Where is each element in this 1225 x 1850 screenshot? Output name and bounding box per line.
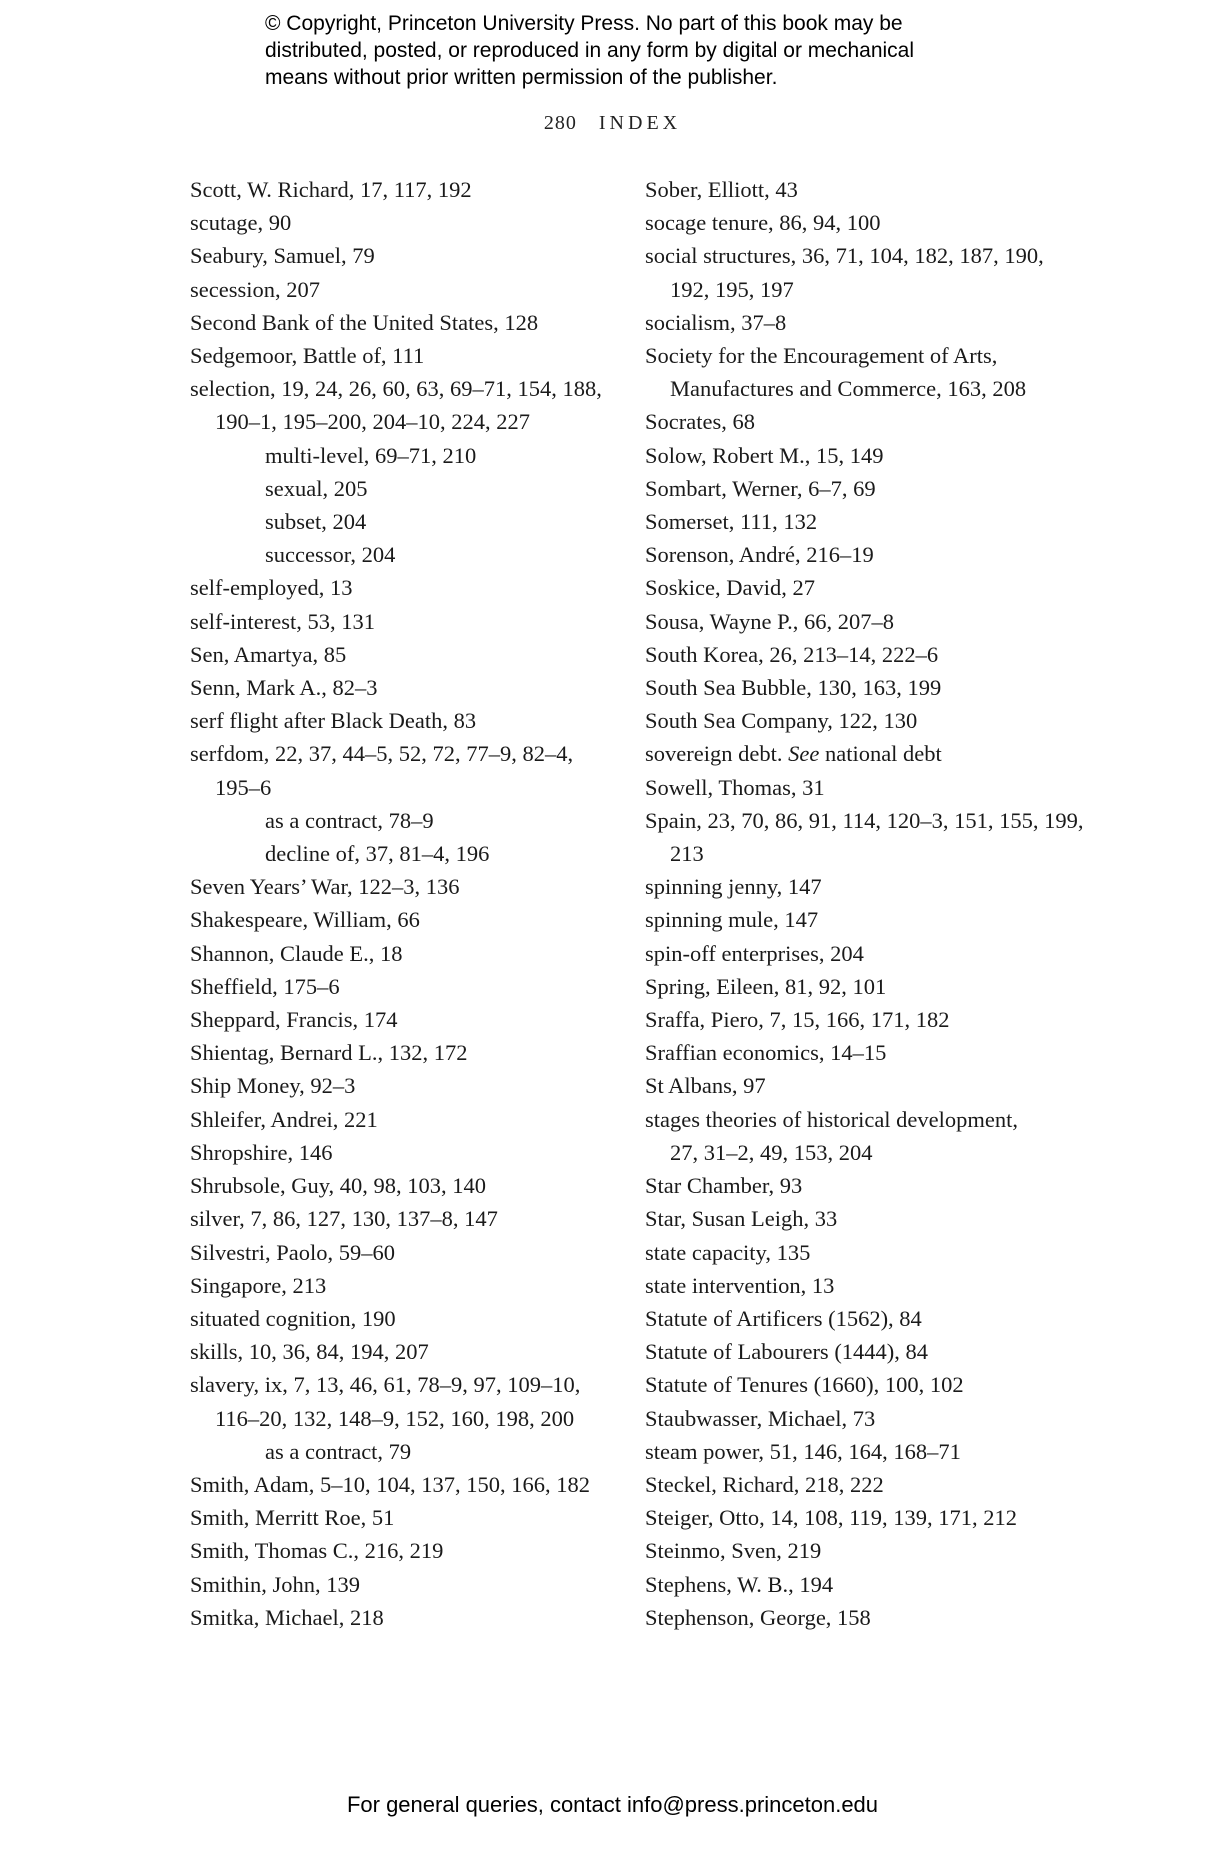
index-entry: Shientag, Bernard L., 132, 172 (190, 1040, 468, 1066)
copyright-notice (265, 10, 985, 91)
index-entry: Staubwasser, Michael, 73 (645, 1405, 876, 1431)
index-entry: Steiger, Otto, 14, 108, 119, 139, 171, 212 (645, 1505, 1017, 1531)
index-entry: Star Chamber, 93 (645, 1173, 803, 1199)
index-subentry: multi-level, 69–71, 210 (265, 442, 477, 468)
index-entry-continuation: Manufactures and Commerce, 163, 208 (670, 376, 1027, 402)
index-entry: spinning jenny, 147 (645, 874, 822, 900)
index-entry: Shannon, Claude E., 18 (190, 940, 403, 966)
index-entry: scutage, 90 (190, 210, 292, 236)
index-entry: Sowell, Thomas, 31 (645, 774, 825, 800)
index-entry: selection, 19, 24, 26, 60, 63, 69–71, 154, 188, (190, 376, 602, 402)
index-entry: Smith, Adam, 5–10, 104, 137, 150, 166, 182 (190, 1471, 591, 1497)
index-entry: socialism, 37–8 (645, 309, 787, 335)
index-entry: Singapore, 213 (190, 1272, 327, 1298)
index-entry: Smith, Merritt Roe, 51 (190, 1505, 395, 1531)
index-entry: socage tenure, 86, 94, 100 (645, 210, 881, 236)
index-entry: state capacity, 135 (645, 1239, 811, 1265)
index-entry-continuation: 192, 195, 197 (670, 276, 794, 302)
index-entry: Steinmo, Sven, 219 (645, 1538, 822, 1564)
index-entry: spin-off enterprises, 204 (645, 940, 864, 966)
index-subentry: as a contract, 78–9 (265, 807, 434, 833)
index-entry: Sheppard, Francis, 174 (190, 1007, 398, 1033)
index-entry-continuation: 190–1, 195–200, 204–10, 224, 227 (215, 409, 530, 435)
index-entry: Senn, Mark A., 82–3 (190, 675, 378, 701)
index-entry: Ship Money, 92–3 (190, 1073, 356, 1099)
index-entry: Silvestri, Paolo, 59–60 (190, 1239, 396, 1265)
index-entry: Sen, Amartya, 85 (190, 641, 347, 667)
index-entry: Shakespeare, William, 66 (190, 907, 420, 933)
index-subentry: successor, 204 (265, 542, 396, 568)
index-entry: self-interest, 53, 131 (190, 608, 375, 634)
index-entry: Statute of Labourers (1444), 84 (645, 1339, 929, 1365)
index-entry: serfdom, 22, 37, 44–5, 52, 72, 77–9, 82–4, (190, 741, 574, 767)
index-entry: Sedgemoor, Battle of, 111 (190, 343, 425, 369)
index-entry: Sombart, Werner, 6–7, 69 (645, 475, 876, 501)
copyright-line: © Copyright, Princeton University Press. No part of this book may be (265, 12, 903, 35)
index-entry: skills, 10, 36, 84, 194, 207 (190, 1339, 429, 1365)
index-entry: Sraffian economics, 14–15 (645, 1040, 887, 1066)
copyright-line: means without prior written permission of the publisher. (265, 66, 778, 89)
index-entry: Shleifer, Andrei, 221 (190, 1106, 378, 1132)
index-entry: St Albans, 97 (645, 1073, 766, 1099)
index-entry: secession, 207 (190, 276, 320, 302)
index-entry: stages theories of historical development, (645, 1106, 1019, 1132)
index-entry: Statute of Tenures (1660), 100, 102 (645, 1372, 964, 1398)
index-entry: Solow, Robert M., 15, 149 (645, 442, 884, 468)
copyright-line: distributed, posted, or reproduced in any form by digital or mechanical (265, 39, 915, 62)
index-subentry: subset, 204 (265, 509, 367, 535)
index-entry: South Korea, 26, 213–14, 222–6 (645, 641, 939, 667)
index-entry: silver, 7, 86, 127, 130, 137–8, 147 (190, 1206, 498, 1232)
index-entry: slavery, ix, 7, 13, 46, 61, 78–9, 97, 109–10, (190, 1372, 581, 1398)
index-entry: Smitka, Michael, 218 (190, 1604, 384, 1630)
index-entry: Soskice, David, 27 (645, 575, 815, 601)
index-entry: Smith, Thomas C., 216, 219 (190, 1538, 444, 1564)
index-entry: Shropshire, 146 (190, 1139, 333, 1165)
section-label: INDEX (598, 112, 682, 134)
index-column-right (645, 173, 1085, 1634)
index-entry: Stephens, W. B., 194 (645, 1571, 834, 1597)
index-entry: sovereign debt. See national debt (645, 741, 942, 767)
index-entry-continuation: 213 (670, 841, 704, 867)
index-entry: Star, Susan Leigh, 33 (645, 1206, 838, 1232)
index-entry: Somerset, 111, 132 (645, 509, 818, 535)
index-entry: Second Bank of the United States, 128 (190, 309, 539, 335)
index-entry: Seven Years’ War, 122–3, 136 (190, 874, 460, 900)
running-head (0, 112, 1225, 135)
index-entry: state intervention, 13 (645, 1272, 835, 1298)
index-column-left (190, 173, 630, 1634)
index-entry: situated cognition, 190 (190, 1305, 396, 1331)
index-entry: Socrates, 68 (645, 409, 755, 435)
index-entry: Sraffa, Piero, 7, 15, 166, 171, 182 (645, 1007, 950, 1033)
index-entry: Sober, Elliott, 43 (645, 177, 798, 202)
index-entry: spinning mule, 147 (645, 907, 819, 933)
index-entry: Scott, W. Richard, 17, 117, 192 (190, 177, 472, 202)
index-entry: Spring, Eileen, 81, 92, 101 (645, 973, 887, 999)
index-entry: Sousa, Wayne P., 66, 207–8 (645, 608, 895, 634)
index-entry: serf flight after Black Death, 83 (190, 708, 477, 734)
index-entry: Stephenson, George, 158 (645, 1604, 871, 1630)
index-entry-continuation: 116–20, 132, 148–9, 152, 160, 198, 200 (215, 1405, 575, 1431)
index-entry: Steckel, Richard, 218, 222 (645, 1471, 884, 1497)
index-entry: Society for the Encouragement of Arts, (645, 343, 998, 369)
index-entry: South Sea Bubble, 130, 163, 199 (645, 675, 942, 701)
index-entry: South Sea Company, 122, 130 (645, 708, 918, 734)
index-entry: Sheffield, 175–6 (190, 973, 340, 999)
index-entry-continuation: 195–6 (215, 774, 272, 800)
index-subentry: decline of, 37, 81–4, 196 (265, 841, 490, 867)
index-entry: steam power, 51, 146, 164, 168–71 (645, 1438, 961, 1464)
index-entry: Seabury, Samuel, 79 (190, 243, 375, 269)
index-subentry: as a contract, 79 (265, 1438, 412, 1464)
index-entry: social structures, 36, 71, 104, 182, 187, 190, (645, 243, 1044, 269)
index-entry: Statute of Artificers (1562), 84 (645, 1305, 922, 1331)
index-entry: Smithin, John, 139 (190, 1571, 361, 1597)
index-entry: Shrubsole, Guy, 40, 98, 103, 140 (190, 1173, 487, 1199)
index-entry: Spain, 23, 70, 86, 91, 114, 120–3, 151, 155, 199, (645, 807, 1084, 833)
index-entry: self-employed, 13 (190, 575, 353, 601)
footer-contact: For general queries, contact info@press.princeton.edu (346, 1792, 879, 1817)
index-entry: Sorenson, André, 216–19 (645, 542, 874, 568)
page-number: 280 (543, 112, 577, 134)
index-entry-continuation: 27, 31–2, 49, 153, 204 (670, 1139, 873, 1165)
index-subentry: sexual, 205 (265, 475, 368, 501)
